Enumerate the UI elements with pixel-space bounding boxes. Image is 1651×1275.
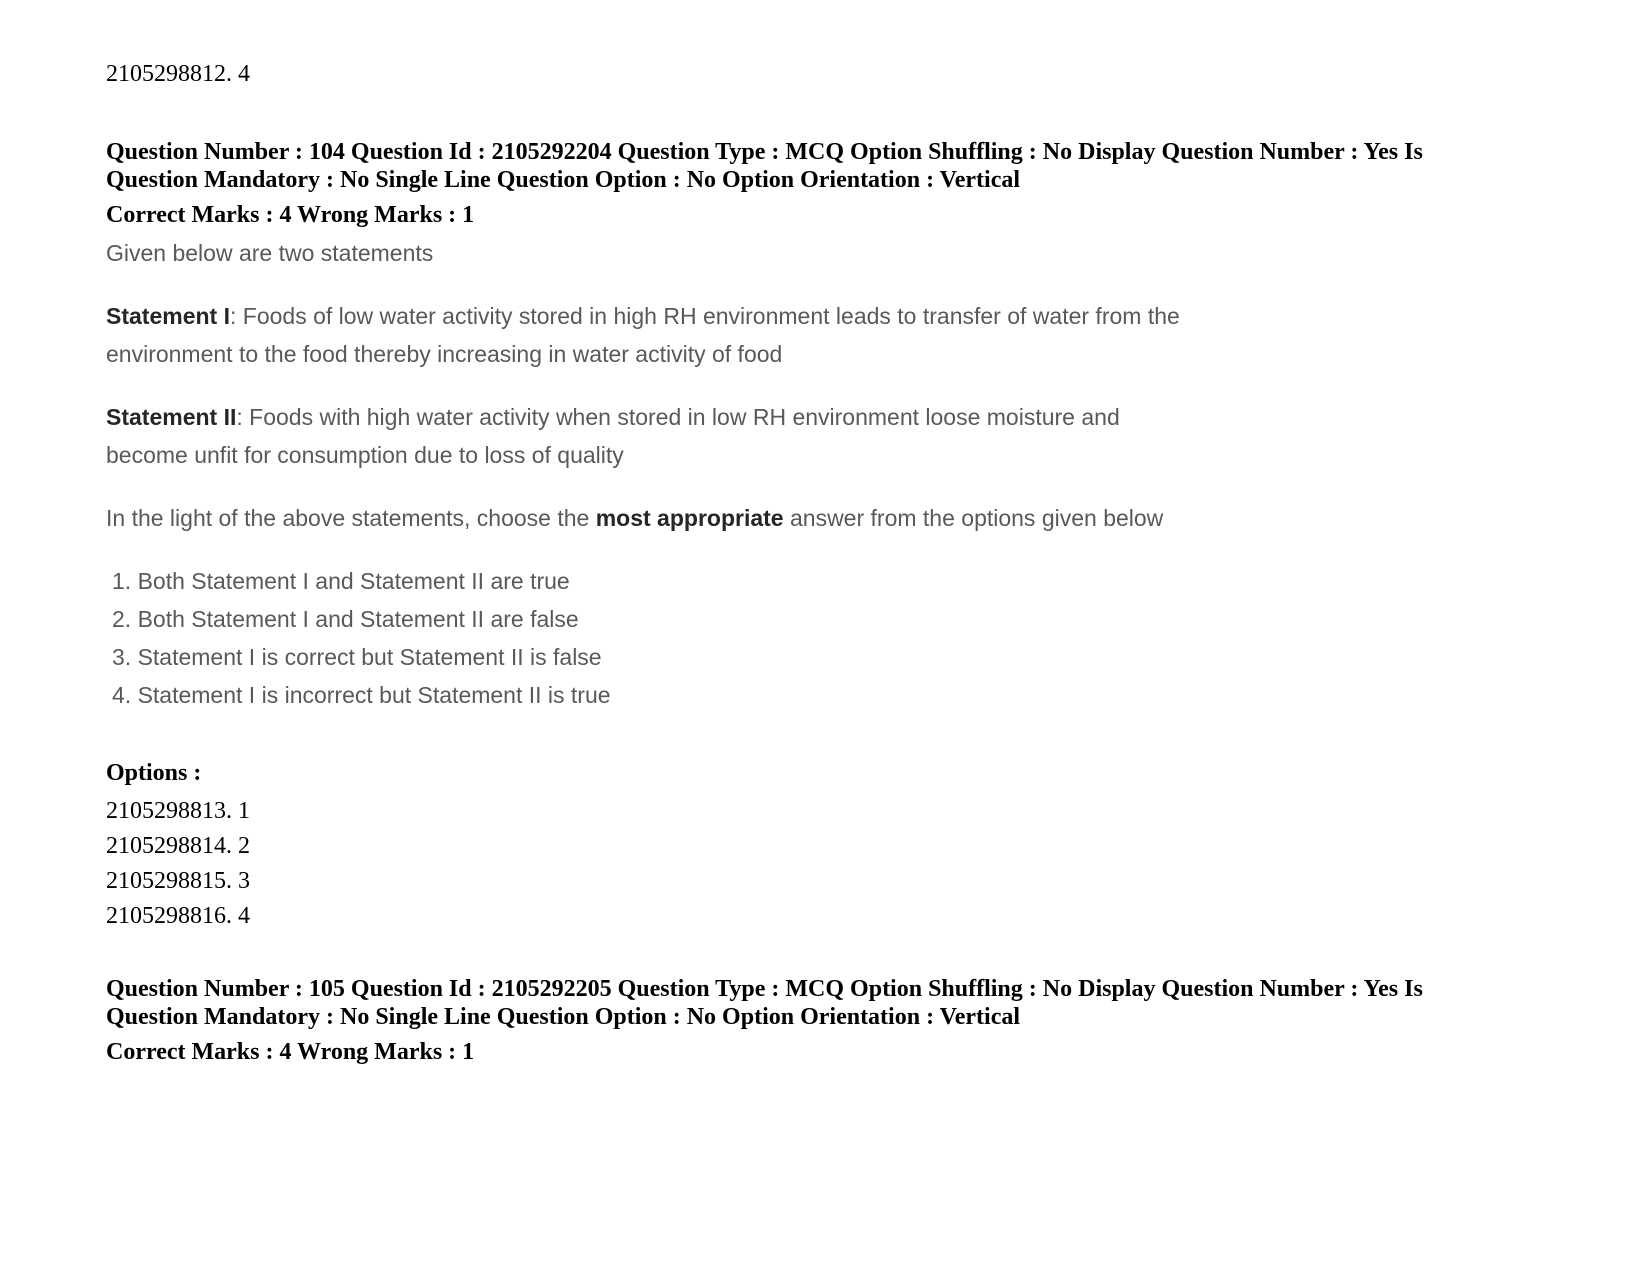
statement-2: [106, 398, 1206, 474]
question-instruction: [106, 499, 1206, 537]
answer-choices-list: [106, 562, 1206, 714]
answer-choice: 4. Statement I is incorrect but Statement II is true: [112, 682, 611, 708]
instruction-before: In the light of the above statements, choose the: [106, 505, 596, 531]
question-intro: Given below are two statements: [106, 240, 434, 266]
answer-choice: 2. Both Statement I and Statement II are false: [112, 606, 579, 632]
question-105-metadata-line2: Question Mandatory : No Single Line Question Option : No Option Orientation : Vertical: [106, 1004, 1021, 1030]
instruction-emphasis: most appropriate: [595, 505, 784, 531]
question-105-metadata: [106, 975, 1546, 1031]
option-item: 2105298813. 1: [106, 798, 250, 824]
option-item: 2105298815. 3: [106, 868, 250, 894]
question-104-marks: Correct Marks : 4 Wrong Marks : 1: [106, 202, 475, 228]
document-page: [106, 0, 1546, 1275]
answer-choice: 3. Statement I is correct but Statement II is false: [112, 644, 602, 670]
previous-question-option: 2105298812. 4: [106, 61, 250, 87]
option-item: 2105298814. 2: [106, 833, 250, 859]
question-104-body: [106, 234, 1206, 714]
question-104-metadata-line2: Question Mandatory : No Single Line Question Option : No Option Orientation : Vertical: [106, 167, 1021, 193]
statement-1-label: Statement I: [106, 303, 230, 329]
question-105-marks: Correct Marks : 4 Wrong Marks : 1: [106, 1039, 475, 1065]
question-104-metadata: [106, 138, 1546, 194]
statement-1-text: : Foods of low water activity stored in high RH environment leads to transfer of water from the environment to the food thereby increasing in water activity of food: [106, 303, 1180, 367]
question-104-metadata-line1: Question Number : 104 Question Id : 2105292204 Question Type : MCQ Option Shuffling : No Display Question Number : Yes Is: [106, 139, 1423, 165]
answer-choice: 1. Both Statement I and Statement II are true: [112, 568, 570, 594]
options-heading: Options :: [106, 760, 202, 786]
instruction-after: answer from the options given below: [783, 505, 1164, 531]
question-105-metadata-line1: Question Number : 105 Question Id : 2105292205 Question Type : MCQ Option Shuffling : No Display Question Number : Yes Is: [106, 976, 1423, 1002]
option-item: 2105298816. 4: [106, 903, 250, 929]
statement-1: [106, 297, 1206, 373]
options-list: [106, 794, 250, 934]
statement-2-text: : Foods with high water activity when stored in low RH environment loose moisture and become unfit for consumption due to loss of quality: [106, 404, 1120, 468]
statement-2-label: Statement II: [106, 404, 237, 430]
